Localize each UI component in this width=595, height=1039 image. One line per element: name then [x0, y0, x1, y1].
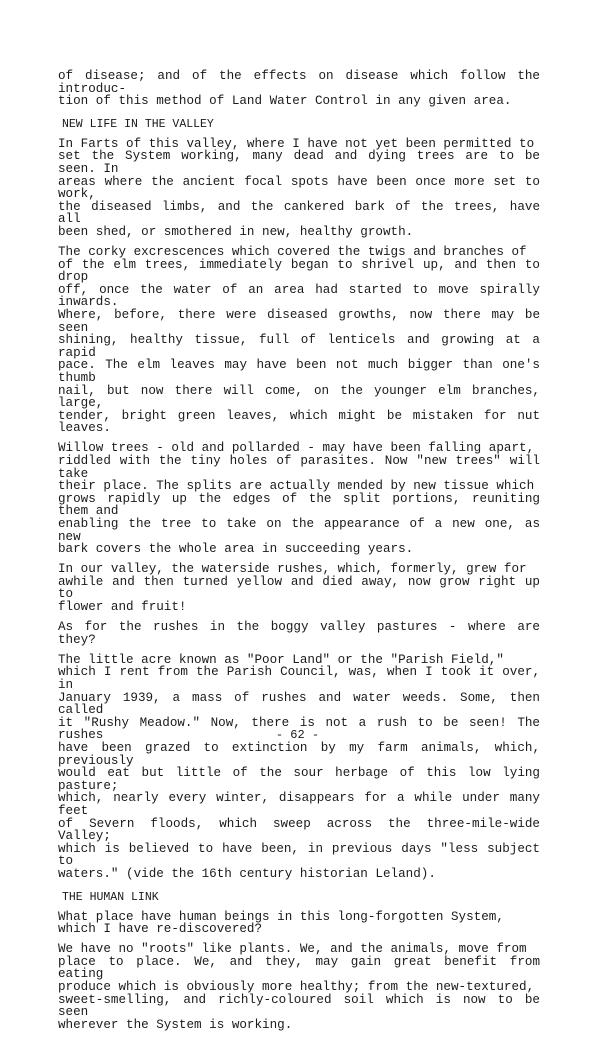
- section-heading-human-link: THE HUMAN LINK: [62, 890, 159, 904]
- paragraph: In our valley, the waterside rushes, which, formerly, grew for awhile and then turned yellow and died away, now grow right up to flower and fruit!: [58, 562, 540, 615]
- page-number: - 62 -: [275, 728, 320, 742]
- intro-paragraph: of disease; and of the effects on disease which follow the introduc- tion of this method of Land Water Control in any given area.: [58, 69, 540, 109]
- paragraph: As for the rushes in the boggy valley pastures - where are they?: [58, 620, 540, 647]
- page-body: [58, 70, 540, 1039]
- section-heading-new-life: NEW LIFE IN THE VALLEY: [62, 117, 214, 131]
- paragraph: Willow trees - old and pollarded - may have been falling apart, riddled with the tiny holes of parasites. Now "new trees" will take their place. The splits are actually mended by new tissue which grows rapidly up the edges of the split portions, reuniting them and enabling the tree to take on the appearance of a new one, as new bark covers the whole area in succeeding years.: [58, 441, 540, 557]
- paragraph: What place have human beings in this long-forgotten System, which I have re-discovered?: [58, 909, 504, 937]
- paragraph: The corky excrescences which covered the twigs and branches of of the elm trees, immediately began to shrivel up, and then to drop off, once the water of an area had started to move spirally inwards. Where, before, there were diseased growths, now there may be seen shining, healthy tissue, full of lenticels and growing at a rapid pace. The elm leaves may have been not much bigger than one's thumb nail, but now there will come, on the younger elm branches, large, tender, bright green leaves, which might be mistaken for nut leaves.: [58, 245, 540, 436]
- paragraph: We have no "roots" like plants. We, and the animals, move from place to place. We, and they, may gain great benefit from eating produce which is obviously more healthy; from the new-textured, sweet-smelling, and richly-coloured soil which is now to be seen wherever the System is working.: [58, 942, 540, 1032]
- paragraph: In Farts of this valley, where I have not yet been permitted to set the System working, many dead and dying trees are to be seen. In areas where the ancient focal spots have been once more set to work, the diseased limbs, and the cankered bark of the trees, have all been shed, or smothered in new, healthy growth.: [58, 136, 540, 239]
- paragraph: The little acre known as "Poor Land" or the "Parish Field," which I rent from the Parish Council, was, when I took it over, in January 1939, a mass of rushes and water weeds. Some, then called it "Rushy Meadow." Now, there is not a rush to be seen! The rushes have been grazed to extinction by my farm animals, which, previously would eat but little of the sour herbage of this low lying pasture; which, nearly every winter, disappears for a while under many feet of Severn floods, which sweep across the three-mile-wide Valley; which is believed to have been, in previous days "less subject to waters." (vide the 16th century historian Leland).: [58, 652, 540, 881]
